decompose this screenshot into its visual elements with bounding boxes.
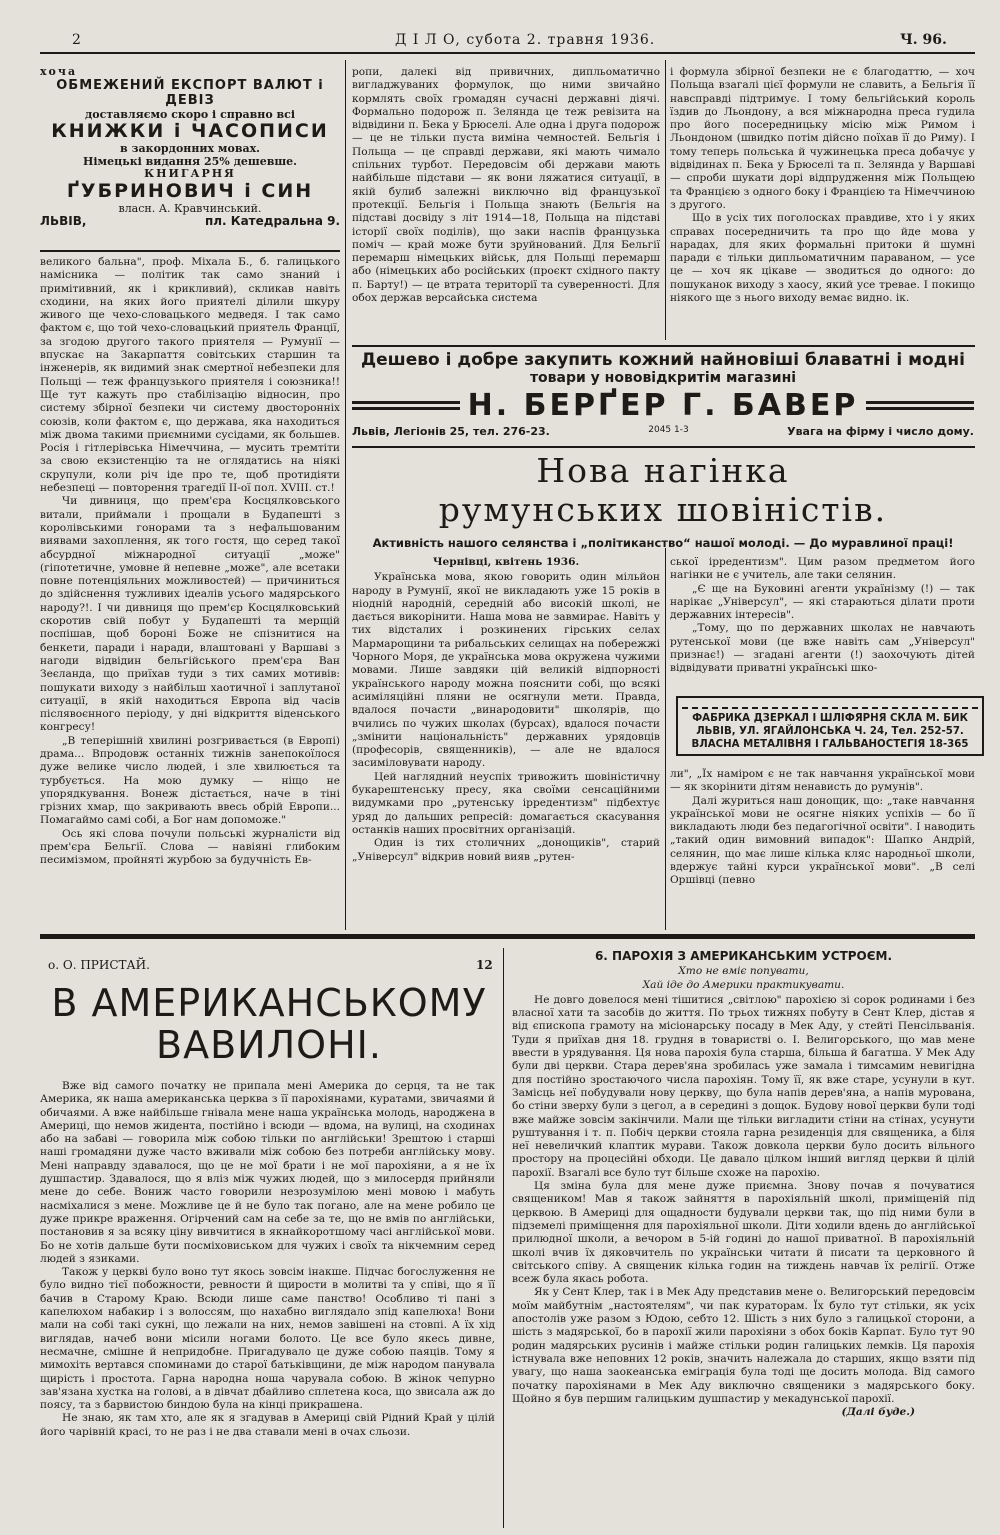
dateline: Чернівці, квітень 1936. bbox=[432, 556, 580, 568]
ad-city: ЛЬВІВ, bbox=[40, 214, 87, 229]
ad-line: ОБМЕЖЕНИЙ ЕКСПОРТ ВАЛЮТ і ДЕВІЗ bbox=[56, 77, 324, 108]
title-line: ВАВИЛОНІ. bbox=[156, 1023, 382, 1067]
feuilleton-number: 12 bbox=[476, 958, 493, 972]
headline-line: румунських шовіністів. bbox=[438, 490, 888, 529]
paragraph: Не знаю, як там хто, але як я згадував в Америці свій Рідний Край у цілій його чарівній красі, то не раз і не два ставали мені в очах сльози. bbox=[40, 1412, 495, 1438]
shop-ad bbox=[352, 350, 974, 442]
ad-line: товари у нововідкритім магазині bbox=[529, 370, 797, 386]
ad-firm-name: ҐУБРИНОВИЧ і СИН bbox=[66, 179, 314, 202]
continued-note: (Далі буде.) bbox=[841, 1406, 915, 1419]
paragraph: Чи дивниця, що прем'єра Косцялковського витали, приймали і прощали в Будапешті з королівськими гонорами та з нефальшованим виявами захоплення, як того гостя, що серед такої абсурдної міжнародної ситуації „може" (гіпотетичне, умовне й непевне „може", але всетаки повне потенціяльних можливостей) — причиниться до здійснення тужливих ідеалів усього мадярського народу?!. І чи дивниця що прем'єр Косцялковський скоротив свій побут у Будапешті та мерщій поспішав, щоб бороні Боже не спізнитися на бенкети, паради і наради, влаштовані у Варшаві з нагоди відвідин бельгійського прем'єра Ван Зеєланда, що приїхав туди з тих самих мотивів: пошукати виходу з найбільш хаотичної і заплутаної ситуації, в якій находиться Европа від часів післявоєнного періоду, у дні відкриття віденського конгресу! bbox=[40, 495, 340, 734]
ad-line: Німецькі видання 25% дешевше. bbox=[82, 154, 298, 168]
ad-line: ВЛАСНА МЕТАЛІВНЯ І ГАЛЬВАНОСТЕГІЯ 18-365 bbox=[691, 739, 969, 750]
ad-ornament bbox=[682, 701, 978, 709]
page-number: 2 bbox=[72, 32, 81, 48]
article-column-3-mid bbox=[670, 556, 975, 690]
article-subtitle: Активність нашого селянства і „політиканство“ нашої молоді. — До муравлиної праці! bbox=[372, 536, 954, 550]
feuilleton-column-2 bbox=[512, 950, 975, 1528]
section-heading: 6. ПАРОХІЯ З АМЕРИКАНСЬКИМ УСТРОЄМ. bbox=[594, 950, 893, 963]
paragraph: Вже від самого початку не припала мені Америка до серця, та не так Америка, як наша американська церква з її парохіянами, куратами, звичаями й обичаями. А вже найбільше гнівала мене наша українська молодь, народжена в Америці, що немов жидента, постійно і всюди — вдома, на вулиці, на сходинах або на забаві — говорила між собою тільки по англійськи! Зрештою і старші наші громадяни дуже часто вживали між собою без потреби англійську мову. Мені направду здавалося, що це не мої брати і не мої парохіяни, а я не їх душпастир. Здавалося, що я вліз між чужих людей, що з милосердя прийняли мене до себе. Вониж часто говорили незрозумілою мені мовою і мабуть насміхалися з мене. Можливе це й не було так погано, але на мене робило це дуже прикре враження. Огірчений сам на себе за те, що не вмів по англійськи, постановив я за всяку ціну вивчитися в якнайкоротшому часі англійської мови. Бо не хотів дальше бути посміховиськом для чужих і своїх та нікчемним серед людей з язиками. bbox=[40, 1080, 495, 1265]
column-rule bbox=[665, 60, 666, 340]
paragraph: „В теперішній хвилині розгривається (в Европі) драма... Впродовж останніх тижнів занепокоїлося дуже велике число людей, і зле хвилюється та турбується. На мою думку — ніщо не упорядкування. Вонеж дістається, наче в тіні грізних хмар, що закривають ввесь обрій Европи... Помагаймо самі собі, а Бог нам допоможе." bbox=[40, 734, 340, 827]
ad-rule bbox=[40, 250, 340, 252]
ad-line: Дешево і добре закупить кожний найновіші блаватні і модні bbox=[361, 350, 965, 370]
feuilleton-author: о. О. ПРИСТАЙ. bbox=[48, 958, 150, 972]
paragraph: Що в усіх тих поголосках правдиве, хто і у яких справах посередничить та про що йде мова у нарадах, для яких формальні притоки й шумні паради є тільки дипльоматичним параваном, — усе це — хоч як цікаве — зводиться до одного: до пошуканок виходу з хаосу, який усе тревае. І покищо ніякого ще з нього виходу вемає видно. ік. bbox=[670, 212, 975, 305]
paragraph: „Тому, що по державних школах не навчають рутенської мови (це вже навіть сам „Універсул" признає!) — згадані агенти (!) заохочують дітей відвідувати приватні українські шко- bbox=[670, 622, 975, 675]
ad-address: Львів, Легіонів 25, тел. 276-23. bbox=[352, 425, 550, 438]
paragraph: Ось які слова почули польські журналісти від прем'єра Бельгії. Слова — навіяні глибоким песимізмом, пройняті журбою за будучність Ев- bbox=[40, 827, 340, 867]
feuilleton-column-1 bbox=[40, 1080, 495, 1528]
paragraph: ропи, далекі від привичних, дипльоматично вигладжуваних формулок, що ними звичайно кормлять своїх громадян сучасні державні діячі. Формально подорож п. Зеляндa це теж ревізита на відвідини п. Бека у Брюселі. Але одна і друга подорож — це не тільки пуста виміна чемностей. Бельгія і Польща — це справді держави, які мають чимало спільних турбот. Передовсім обі держави мають найбільше підстави — як вони ляжатися ситуації, в якій булиб залежні виключно від французької протекції. Бельгія і Польща знають (Бельгія на підставі досвіду з літ 1914—18, Польща на підставі історії своїх поділів), що заки наспів французька поміч — край може бути зруйнований. Для Бельгії перемарш німецьких військ, для Польщі перемарш або (німецьких або російських (проєкт східного пакту п. Барту!) — це втрата території та суверенності. Для обох держав версайська система bbox=[352, 66, 660, 305]
paragraph: великого бальна", проф. Міхала Б., б. галицького намісника — політик так само знаний і примітивний, як і крикливий), скликав навіть сходини, на яких його приятелі ділили шкуру живого ще чехо-словацького медведя. І так само фактом є, що той чехо-словацький приятель Франції, за згодою другого такого приятеля — Румунії — впускає на Закарпаття совітських старшин та інженерів, як видимий знак смертної небезпеки для Польщі — теж французького приятеля і союзника!! Ще тут кажуть про стабілізацію відносин, про систему збірної безпеки чи систему двосторонніх союзів, коли фактом є, що держава, яка находиться між двома такими приємними сусідами, як большев. Росія і гітлерівська Німеччина, — мусить тремтіти за свою екзистенцію та не оглядатись на ніякі скрупули, коли річ іде про те, щоб протидіяти небезпеці — повторення трагедії II-ої пол. XVIII. ст.! bbox=[40, 256, 340, 495]
ad-line: доставляємо скоро і справно всі bbox=[84, 107, 296, 121]
ad-line: ЛЬВІВ, УЛ. ЯГАЙЛОНСЬКА Ч. 24, Тел. 252-57. bbox=[696, 726, 964, 737]
paragraph: Цей наглядний неуспіх тривожить шовіністичну букарештенську пресу, яка своїми сенсаційними видумками про „рутенську ірредентизм" підбехтує уряд до дальших репресій: домагається скасування останків наших просвітних організацій. bbox=[352, 770, 660, 836]
article-column-2-mid bbox=[352, 556, 660, 928]
paragraph: „Є ще на Буковині агенти українізму (!) — так нарікає „Універсул", — які стараються ділати проти державних інтересів". bbox=[670, 582, 975, 622]
article-column-3-bottom bbox=[670, 768, 975, 928]
paragraph: Далі журиться наш донощик, що: „таке навчання української мови не осягне ніяких успіхів — бо її викладають люди без педагогічної освіти". І наводить „такий один вимовний випадок": Шапко Андрій, селянин, що має лише кілька кляс народньої школи, вдержує тайні курси української мови". „В селі Оршівці (певно bbox=[670, 794, 975, 887]
paragraph: Українська мова, якою говорить один мільйон народу в Румунії, якої не викладають уже 15 років в ніодній народній, середній або високій школі, не дається викорінити. Наша мова не завмирає. Навіть у тих відсталих і розкинених гірських селах Мармарощини та рибальських селищах на побережжі Чорного Моря, де українська мова окружена чужими мовами. Лише завдяки цій великій відпорності українського народу можна пояснити собі, що всякі асиміляційні пляни не осягнули мети. Правда, вдалося почасти „винародовити" школярів, що вчились по чужих школах (бурсах), вдалося почасти „змінити національність" державних урядовців (професорів, священників), — але не вдалося засиміловувати народу. bbox=[352, 571, 660, 770]
page-separator bbox=[40, 934, 975, 939]
bookstore-ad bbox=[40, 66, 340, 229]
ad-line: КНИГАРНЯ bbox=[144, 167, 236, 181]
column-rule bbox=[665, 548, 666, 930]
ad-line: ФАБРИКА ДЗЕРКАЛ І ШЛІФЯРНЯ СКЛА М. БИК bbox=[692, 713, 968, 724]
ad-line: хоча bbox=[40, 65, 78, 78]
paragraph: Як у Сент Клер, так і в Мек Аду представив мене о. Велигорський передовсім моїм майбутнім „настоятелям", чи пак кураторам. Їх було тут стільки, як усіх апостолів уже разом з Юдою, себто 12. Шість з них було з галицької сторони, а шість з мадярської, бо в парохії жили парохіяни з обох боків Карпат. Було тут 90 родин мадярських русинів і майже стільки родин галицьких лемків. Ця парохія істнувала вже неповних 12 років, значить належала до старших, якщо взяти під увагу, що наша заокеанська еміграція була тоді ще досить молода. Від самого початку парохіянами в Мек Аду виключно священики з мадярського боку. Щойно я був першим галицьким душпастир у мекадунської парохії. bbox=[512, 1286, 975, 1405]
paragraph: і формула збірної безпеки не є благодаттю, — хоч Польща взагалі цієї формули не славить, а Бельгія її навсправді підтримує. І тому бельгійський король їздив до Льондону, а вся міжнародна преса гудила про його посередницьку місію між Римом і Льондоном (швидко потім дійсно поїхав її до Риму). І тому теперь польська й чужинецька преса добачує у відвідинах п. Бека у Брюселі та п. Зеляндa у Варшаві — спроби шукати дорі відпрудження між Польщею та Францією з одного боку і Францією та Німеччиною з другого. bbox=[670, 66, 975, 211]
ad-note: Увага на фірму і число дому. bbox=[787, 425, 974, 438]
paragraph: Не довго довелося мені тішитися „світлою" парохією зі сорок родинами і без власної хати та засобів до життя. По трьох тижнях побуту в Сент Клер, дістав я від єпископа грамоту на місіонарську посаду в Мек Аду, у стейті Пенсільванія. Туди я приїхав дня 18. грудня в товаристві о. І. Велигорського, що мав мене ввести в урядування. Ця нова парохія була старша, більша й багатша. У Мек Аду були дві церкви. Стара дерев'яна зробилась уже замала і тимсамим невигідна для постійно зростаючого числа парохіян. Тому її, як вже старе, усунули в кут. Замісць неї побудували нову церкву, що була напів дерев'яна, а напів мурована, бо стіни зверху були з цегол, а в середині з дощок. Будову нової церкви були тоді вже майже зовсім закінчили. Мали ще тільки вигладити стіни на стінах, усунути руштування і т. п. Побіч церкви стояла гарна резиденція для священика, а біля неї невеличкий клаптик мурави. Також довкола церкви було досить вільного простору на процесійні обходи. Це давало цілком інший вигляд церкви й цілій парохії. Взагалі все було тут більше схоже на парохію. bbox=[512, 993, 975, 1179]
issue-number: Ч. 96. bbox=[900, 32, 947, 48]
article-column-3 bbox=[670, 66, 975, 344]
mirror-factory-ad bbox=[676, 696, 984, 756]
decorative-bar bbox=[352, 401, 460, 410]
ad-code: 2045 1-3 bbox=[648, 425, 689, 435]
section-rule bbox=[352, 345, 975, 347]
column-rule bbox=[345, 60, 346, 930]
section-rule bbox=[352, 446, 975, 448]
headline-line: Нова нагінка bbox=[536, 451, 790, 490]
paragraph: Ця зміна була для мене дуже приємна. Знову почав я почуватися священиком! Мав я також зайняття в парохіяльній школі, приміщеній під церквою. В Америці для ощадности будували церкви так, що під ними були в підземелі приміщення для парохіяльної школи. Діти ходили вдень до англійської прилюдної школи, а вечором в 5-ій годині до нашої приватної. В парохіяльній школі вчив їх дяковчитель по українськи читати й писати та церковного й світського співу. А священик кілька годин на тиждень навчав їх релігії. Отже всеж була якась робота. bbox=[512, 1180, 975, 1286]
feuilleton-title bbox=[40, 982, 498, 1066]
ad-headline: КНИЖКИ і ЧАСОПИСИ bbox=[51, 120, 329, 143]
decorative-bar bbox=[866, 401, 974, 410]
paragraph: Також у церкві було воно тут якось зовсім інакше. Підчас богослуження не було видно тієї побожности, ревности й щирости в молитві та у співі, що я її бачив в Старому Краю. Всюди лише саме панство! Особливо ті пані з капелюхом набакир і з волоссям, що нахабно виглядало зпід капелюха! Вони мали на собі такі сукні, що лежали на них, немов завішені на стовпі. А їх хід виглядав, начеб вони місили ногами болото. Це все було якесь дивне, несмачне, смішне й непридобне. Пригадувало це дуже собою паяців. Тому я мимохіть вертався споминами до старої батьківщини, де між народом панувала щирість і простота. Гарна народна ноша чарувала собою. В жінок чепурно зав'язана хустка на голові, а в дівчат дбайливо сплетена коса, що звисала аж до поясу, та з барвистою биндою була на кінці прикрашена. bbox=[40, 1266, 495, 1412]
epigraph-line: Хто не вміє попувати, bbox=[678, 965, 809, 978]
ad-firm-name: Н. БЕРҐЕР Г. БАВЕР bbox=[467, 388, 859, 423]
ad-line: в закордонних мовах. bbox=[120, 142, 260, 155]
ad-owner: власн. А. Кравчинський. bbox=[118, 201, 262, 215]
article-column-1 bbox=[40, 256, 340, 928]
paragraph: ли", „Їх наміром є не так навчання української мови — як зкорінити дітям ненависть до румунів". bbox=[670, 768, 975, 794]
header-rule bbox=[40, 52, 975, 54]
article-headline bbox=[352, 452, 974, 550]
ad-address: пл. Катедральна 9. bbox=[204, 214, 340, 229]
column-rule bbox=[503, 948, 504, 1528]
title-line: В АМЕРИКАНСЬКОМУ bbox=[51, 981, 487, 1025]
newspaper-title: Д І Л О, субота 2. травня 1936. bbox=[395, 32, 656, 48]
paragraph: Один із тих столичних „донощиків", старий „Універсул" відкрив новий вияв „рутен- bbox=[352, 837, 660, 863]
paragraph: ської ірредентизм". Цим разом предметом його нагінки не є учитель, але таки селянин. bbox=[670, 556, 975, 582]
epigraph-line: Хай іде до Америки практикувати. bbox=[642, 978, 845, 991]
article-column-2 bbox=[352, 66, 660, 344]
